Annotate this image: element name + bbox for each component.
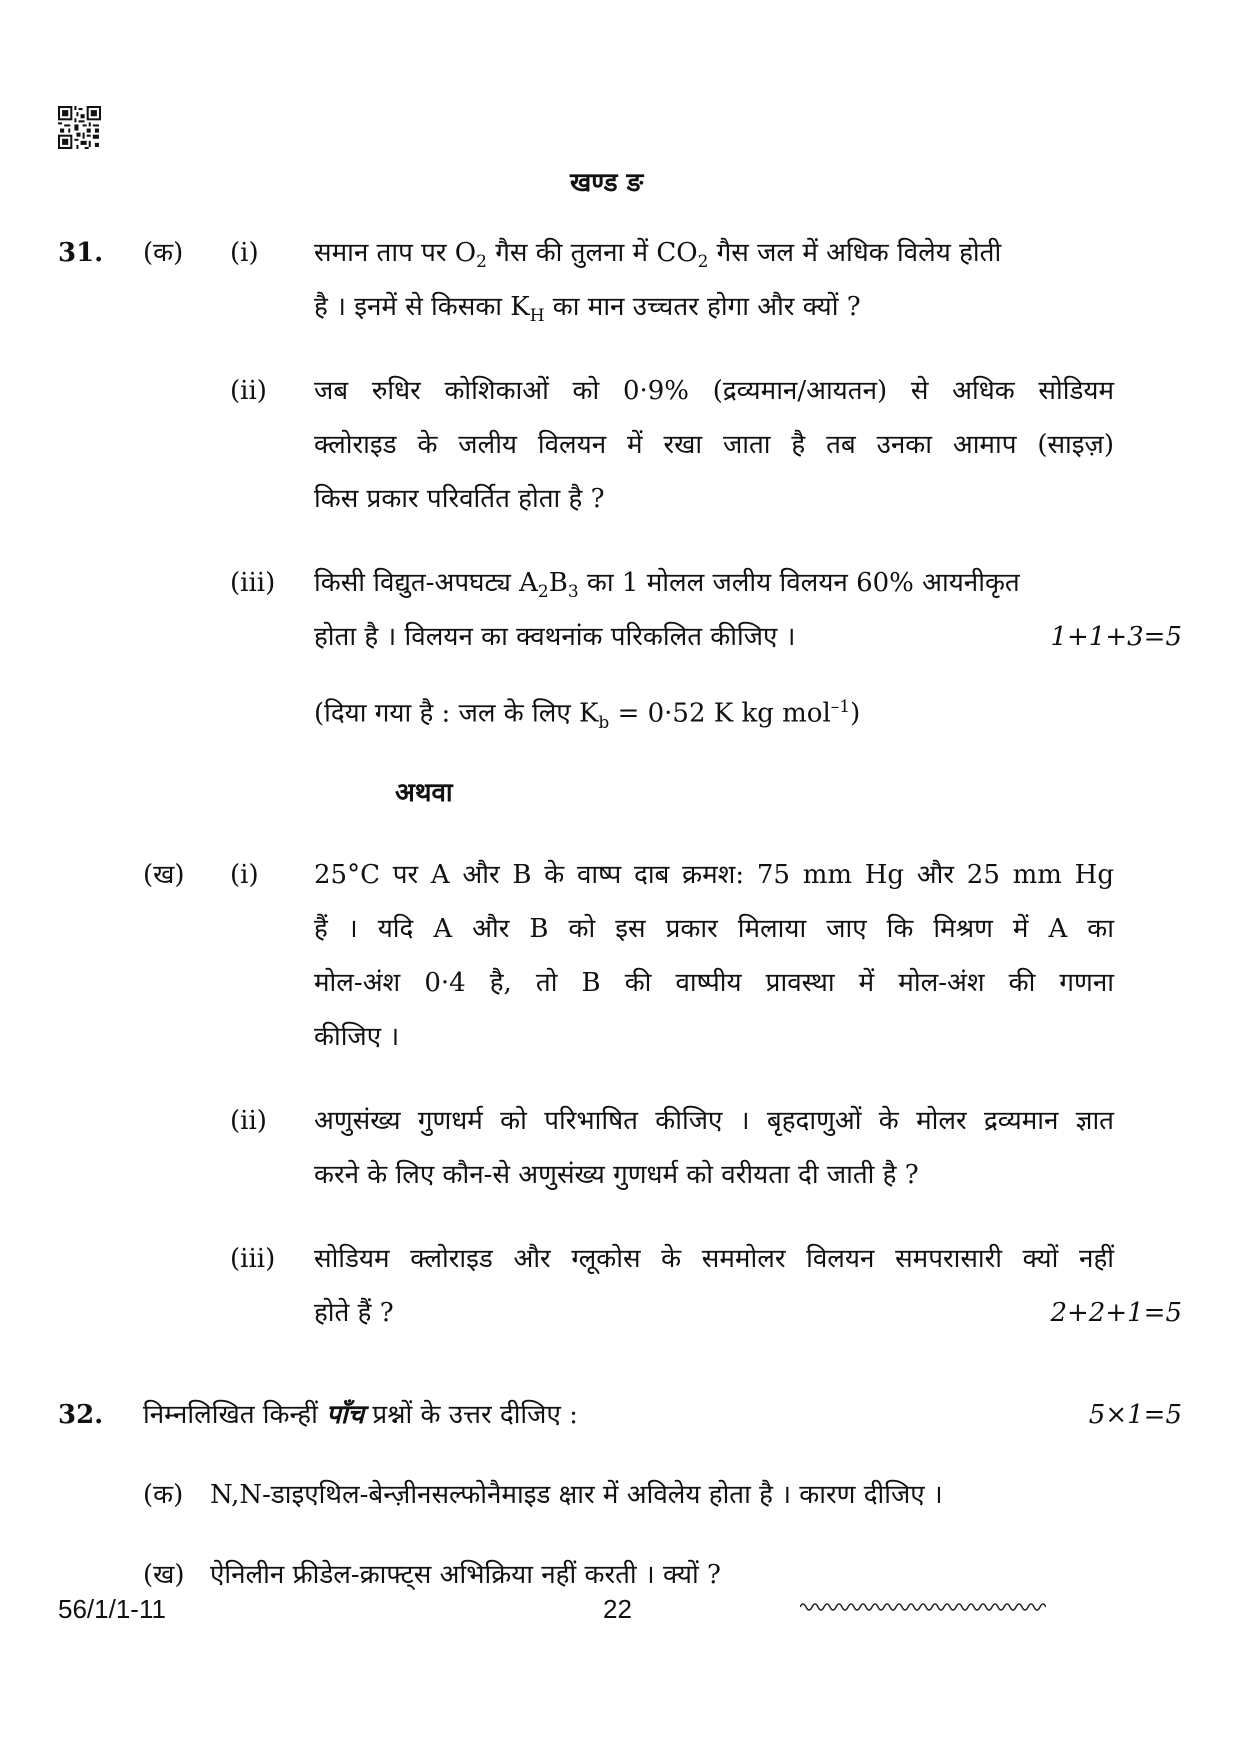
qr-code [58,106,101,149]
marks-31a: 1+1+3=5 [1050,622,1182,652]
q32a-text: N,N-डाइएथिल-बेन्ज़ीनसल्फोनैमाइड क्षार में अविलेय होता है । कारण दीजिए । [210,1480,943,1510]
q32-stem: निम्नलिखित किन्हीं पाँच प्रश्नों के उत्तर दीजिए : [143,1400,578,1430]
q31a-ii-line2: क्लोराइड के जलीय विलयन में रखा जाता है तब उनका आमाप (साइज़) [314,430,1114,460]
wavy-line-decoration [800,1600,1046,1614]
q31a-iii-line2: होता है । विलयन का क्वथनांक परिकलित कीजिए । [314,622,796,652]
subpart-label: (iii) [230,568,276,598]
q31a-ii-line3: किस प्रकार परिवर्तित होता है ? [314,484,605,514]
q31b-i-line4: कीजिए । [314,1022,400,1052]
part-a-label: (क) [143,238,184,268]
q32b-label: (ख) [143,1560,185,1590]
q31b-ii-line2: करने के लिए कौन-से अणुसंख्य गुणधर्म को वरीयता दी जाती है ? [314,1160,919,1190]
subpart-label: (ii) [230,1106,267,1136]
q31b-i-line3: मोल-अंश 0·4 है, तो B की वाष्पीय प्रावस्था में मोल-अंश की गणना [314,968,1114,998]
paper-code: 56/1/1-11 [58,1594,166,1624]
q31b-iii-line2: होते हैं ? [314,1298,394,1328]
marks-32: 5×1=5 [1088,1400,1182,1430]
section-title: खण्ड ङ [570,168,644,198]
q31a-i-line2: है । इनमें से किसका $K_H$ का मान उच्चतर होगा और क्यों ? [314,292,861,327]
subpart-label: (ii) [230,376,267,406]
subpart-label: (i) [230,860,259,890]
q31b-iii-line1: सोडियम क्लोराइड और ग्लूकोस के सममोलर विलयन समपरासारी क्यों नहीं [314,1244,1114,1274]
q31b-i-line1: 25°C पर A और B के वाष्प दाब क्रमश: 75 mm Hg और 25 mm Hg [314,860,1114,890]
q31b-i-line2: हैं । यदि A और B को इस प्रकार मिलाया जाए कि मिश्रण में A का [314,914,1114,944]
or-divider: अथवा [395,778,453,808]
q32b-text: ऐनिलीन फ्रीडेल-क्राफ्ट्स अभिक्रिया नहीं करती । क्यों ? [210,1560,721,1590]
q31a-i-line1: समान ताप पर $O_2$ गैस की तुलना में $CO_2$ गैस जल में अधिक विलेय होती [314,238,1002,273]
q31a-ii-line1: जब रुधिर कोशिकाओं को 0·9% (द्रव्यमान/आयतन) से अधिक सोडियम [314,376,1114,406]
q31a-iii-line1: किसी विद्युत-अपघट्य $A_2B_3$ का 1 मोलल जलीय विलयन 60% आयनीकृत [314,568,1020,603]
part-b-label: (ख) [143,860,185,890]
q31a-iii-given: (दिया गया है : जल के लिए $K_b = 0\cdot 52$ K kg mol$^{-1}$) [314,697,861,733]
question-number-32: 32. [58,1400,104,1430]
q31b-ii-line1: अणुसंख्य गुणधर्म को परिभाषित कीजिए । बृहदाणुओं के मोलर द्रव्यमान ज्ञात [314,1106,1114,1136]
subpart-label: (i) [230,238,259,268]
question-number-31: 31. [58,238,104,268]
page-number: 22 [603,1594,632,1624]
subpart-label: (iii) [230,1244,276,1274]
marks-31b: 2+2+1=5 [1050,1298,1182,1328]
q32a-label: (क) [143,1480,184,1510]
